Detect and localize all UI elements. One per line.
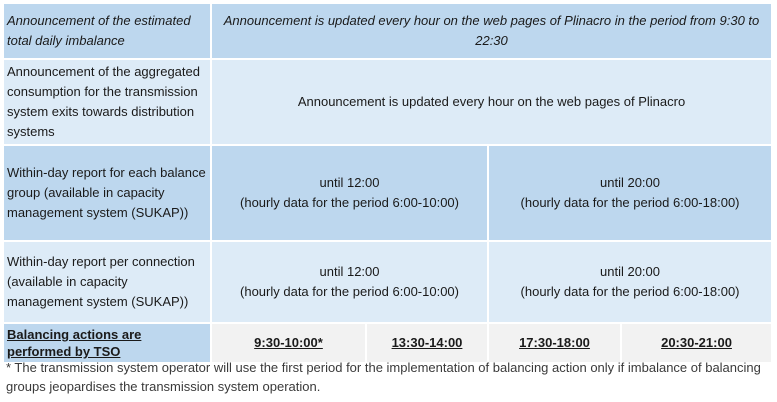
report-balance-group-noon	[212, 146, 487, 240]
deadline-text: until 20:00	[600, 264, 661, 279]
deadline-text: until 12:00	[319, 264, 380, 279]
row-label-aggregated-consumption: Announcement of the aggregated consumption for the transmission system exits towards distribution systems	[4, 60, 210, 144]
period-text: (hourly data for the period 6:00-18:00)	[520, 195, 740, 210]
report-balance-group-evening	[489, 146, 771, 240]
period-text: (hourly data for the period 6:00-10:00)	[240, 284, 459, 299]
report-connection-noon	[212, 242, 487, 322]
table-row	[4, 242, 771, 322]
report-connection-evening	[489, 242, 771, 322]
balancing-schedule-table	[2, 2, 773, 364]
balancing-slot: 20:30-21:00	[622, 324, 771, 362]
aggregated-consumption-value: Announcement is updated every hour on the web pages of Plinacro	[212, 60, 771, 144]
footnote: * The transmission system operator will use the first period for the implementation of balancing action only if imbalance of balancing groups jeopardises the transmission system operation.	[6, 360, 761, 394]
deadline-text: until 12:00	[319, 175, 380, 190]
period-text: (hourly data for the period 6:00-10:00)	[240, 195, 459, 210]
table-row	[4, 146, 771, 240]
table-row	[4, 60, 771, 144]
table-row	[4, 324, 771, 362]
table-row	[4, 4, 771, 58]
period-text: (hourly data for the period 6:00-18:00)	[520, 284, 740, 299]
row-label-balancing-actions: Balancing actions are performed by TSO	[4, 324, 210, 362]
balancing-slot: 9:30-10:00*	[212, 324, 365, 362]
deadline-text: until 20:00	[600, 175, 661, 190]
row-label-report-balance-group: Within-day report for each balance group (available in capacity management system (SUKAP))	[4, 146, 210, 240]
balancing-slot: 13:30-14:00	[367, 324, 487, 362]
row-label-total-imbalance: Announcement of the estimated total daily imbalance	[4, 4, 210, 58]
row-label-report-connection: Within-day report per connection (available in capacity management system (SUKAP))	[4, 242, 210, 322]
total-imbalance-value: Announcement is updated every hour on the web pages of Plinacro in the period from 9:30 to 22:30	[212, 4, 771, 58]
balancing-slot: 17:30-18:00	[489, 324, 620, 362]
